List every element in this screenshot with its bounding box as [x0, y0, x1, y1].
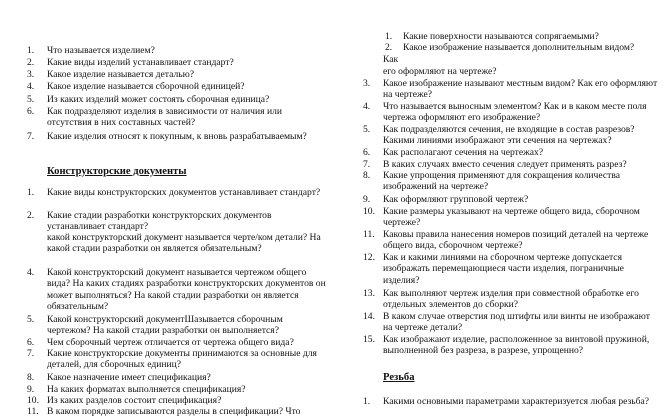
- list-item: [27, 57, 327, 68]
- list-item: [27, 94, 327, 105]
- item-number: 3.: [27, 69, 35, 80]
- list-item: [363, 252, 659, 286]
- item-text: Какое назначение имеет спецификация?: [47, 372, 211, 383]
- list-item: [27, 232, 327, 255]
- list-item: [363, 311, 659, 334]
- list-item: [27, 81, 327, 92]
- item-text: Какое изображение называется дополнительным видом?: [403, 42, 635, 53]
- item-text: Какое изделие называется деталью?: [47, 69, 195, 80]
- item-text: Чем сборочный чертеж отличается от чертежа общего вида?: [47, 337, 294, 348]
- list-item: [27, 348, 327, 371]
- list-item: [363, 194, 659, 205]
- item-number: 6.: [27, 106, 35, 117]
- item-number: 7.: [27, 131, 35, 142]
- list-item: [27, 106, 327, 129]
- item-number: 1.: [363, 396, 371, 407]
- list-item: [363, 396, 659, 407]
- item-text: Какое изделие называется сборочной единицей?: [47, 81, 245, 92]
- item-text: Какое изображение называют местным видом? Как его оформляют на чертеже?: [383, 78, 658, 101]
- list-item: [27, 384, 327, 395]
- list-item: [27, 337, 327, 348]
- item-text: Как: [383, 54, 399, 65]
- list-item: [363, 206, 659, 229]
- item-text: Какие размеры указывают на чертеже общего вида, сборочном чертеже?: [383, 206, 640, 229]
- item-text: В каком случае отверстия под штифты или винты не изображают на чертеже детали?: [383, 311, 650, 334]
- item-text: Какие изделия относят к покупным, к вновь разрабатываемым?: [47, 131, 307, 142]
- item-number: 1.: [27, 45, 35, 56]
- section-heading: Резьба: [383, 372, 415, 383]
- item-text: В каких случаях вместо сечения следует применять разрез?: [383, 159, 627, 170]
- item-text: Какими основными параметрами характеризуется любая резьба?: [383, 396, 650, 407]
- item-text: Как изображают изделие, расположенное за винтовой пружиной, выполненной без разреза, в разрезе, упрощенно?: [383, 334, 650, 357]
- item-number: 5.: [27, 94, 35, 105]
- item-text: Какой конструкторский документШазывается сборочным чертежом? На какой стадии разработки он выполняется?: [47, 314, 283, 337]
- item-text: Что называется изделием?: [47, 45, 155, 56]
- item-number: 8.: [363, 170, 371, 181]
- item-text: Какие виды изделий устанавливает стандарт?: [47, 57, 234, 68]
- list-item: [363, 101, 659, 124]
- item-text: Как располагают сечения на чертежах?: [383, 147, 544, 158]
- item-text: Как и какими линиями на сборочном чертеже допускается изображать перемещающиеся части изделия, пограничные изделия?: [383, 252, 624, 286]
- list-item: [27, 210, 327, 233]
- section-heading: Конструкторские документы: [47, 166, 187, 177]
- item-number: 2.: [385, 42, 393, 53]
- item-number: 4.: [363, 101, 371, 112]
- item-number: 12.: [363, 252, 375, 263]
- item-number: 1.: [27, 187, 35, 198]
- item-text: Какие упрощения применяют для сокращения количества изображений на чертеже?: [383, 170, 620, 193]
- item-text: Какие конструкторские документы принимаются за основные для деталей, для сборочных единиц?: [47, 348, 317, 371]
- item-number: 9.: [363, 194, 371, 205]
- item-text: Каковы правила нанесения номеров позиций деталей на чертеже общего вида, сборочном чертеже?: [383, 229, 649, 252]
- item-number: 8.: [27, 372, 35, 383]
- item-number: 2.: [27, 57, 35, 68]
- item-text: В каком порядке записываются разделы в спецификации? Что: [47, 406, 301, 417]
- item-text: какой конструкторский документ называется черте/ком детали? На какой стадии разработки он является обязательным?: [47, 232, 321, 255]
- item-number: 7.: [363, 159, 371, 170]
- item-number: 14.: [363, 311, 375, 322]
- item-text: Как выполняют чертеж изделия при совместной обработке его отдельных элементов до сборки?: [383, 288, 639, 311]
- item-number: 10.: [363, 206, 375, 217]
- list-item: [363, 288, 659, 311]
- item-text: его оформляют на чертеже?: [383, 66, 497, 77]
- list-item: [363, 170, 659, 193]
- list-item: [27, 395, 327, 406]
- list-item: [27, 406, 327, 417]
- item-text: Что называется выносным элементом? Как и в каком месте поля чертежа оформляют его изображение?: [383, 101, 647, 124]
- list-item: [363, 334, 659, 357]
- item-number: 10.: [27, 395, 39, 406]
- list-item: [27, 45, 327, 56]
- list-item: [363, 124, 659, 147]
- item-number: 5.: [27, 314, 35, 325]
- list-item: [27, 131, 327, 142]
- item-text: Как оформляют групповой чертеж?: [383, 194, 529, 205]
- item-number: 7.: [27, 348, 35, 359]
- list-item: [27, 187, 327, 198]
- list-item: [27, 372, 327, 383]
- item-text: Как подразделяются сечения, не входящие в состав разрезов? Какими линиями изображают эти сечения на чертежах?: [383, 124, 635, 147]
- item-number: 6.: [27, 337, 35, 348]
- item-text: Какой конструкторский документ называется чертежом общего вида? На каких стадиях разработки конструкторских документов он может выполняться? На какой стадии разработки он является обязательным?: [47, 267, 326, 312]
- item-number: 11.: [363, 229, 375, 240]
- item-number: 6.: [363, 147, 371, 158]
- item-number: 1.: [385, 31, 393, 42]
- item-text: Какие виды конструкторских документов устанавливает стандарт?: [47, 187, 321, 198]
- list-item: [363, 78, 659, 101]
- item-number: 3.: [363, 78, 371, 89]
- list-item: [27, 267, 327, 312]
- item-number: 4.: [27, 81, 35, 92]
- list-item: [363, 66, 659, 77]
- list-item: [27, 69, 327, 80]
- item-text: Из каких изделий может состоять сборочная единица?: [47, 94, 270, 105]
- list-item: [363, 147, 659, 158]
- item-text: Как подразделяют изделия в зависимости от наличия или отсутствия в них составных частей?: [47, 106, 282, 129]
- item-number: 2.: [27, 210, 35, 221]
- item-number: 5.: [363, 124, 371, 135]
- item-number: 11.: [27, 406, 39, 417]
- item-number: 13.: [363, 288, 375, 299]
- list-item: [363, 54, 659, 65]
- list-item: [363, 159, 659, 170]
- list-item: [363, 31, 659, 42]
- item-text: Какие поверхности называются сопрягаемыми?: [403, 31, 599, 42]
- item-number: 4.: [27, 267, 35, 278]
- item-text: Какие стадии разработки конструкторских документов устанавливает стандарт?: [47, 210, 272, 233]
- list-item: [27, 314, 327, 337]
- item-number: 15.: [363, 334, 375, 345]
- list-item: [363, 229, 659, 252]
- item-text: На каких форматах выполняется спецификация?: [47, 384, 246, 395]
- item-text: Из каких разделов состоит спецификация?: [47, 395, 222, 406]
- list-item: [363, 42, 659, 53]
- item-number: 9.: [27, 384, 35, 395]
